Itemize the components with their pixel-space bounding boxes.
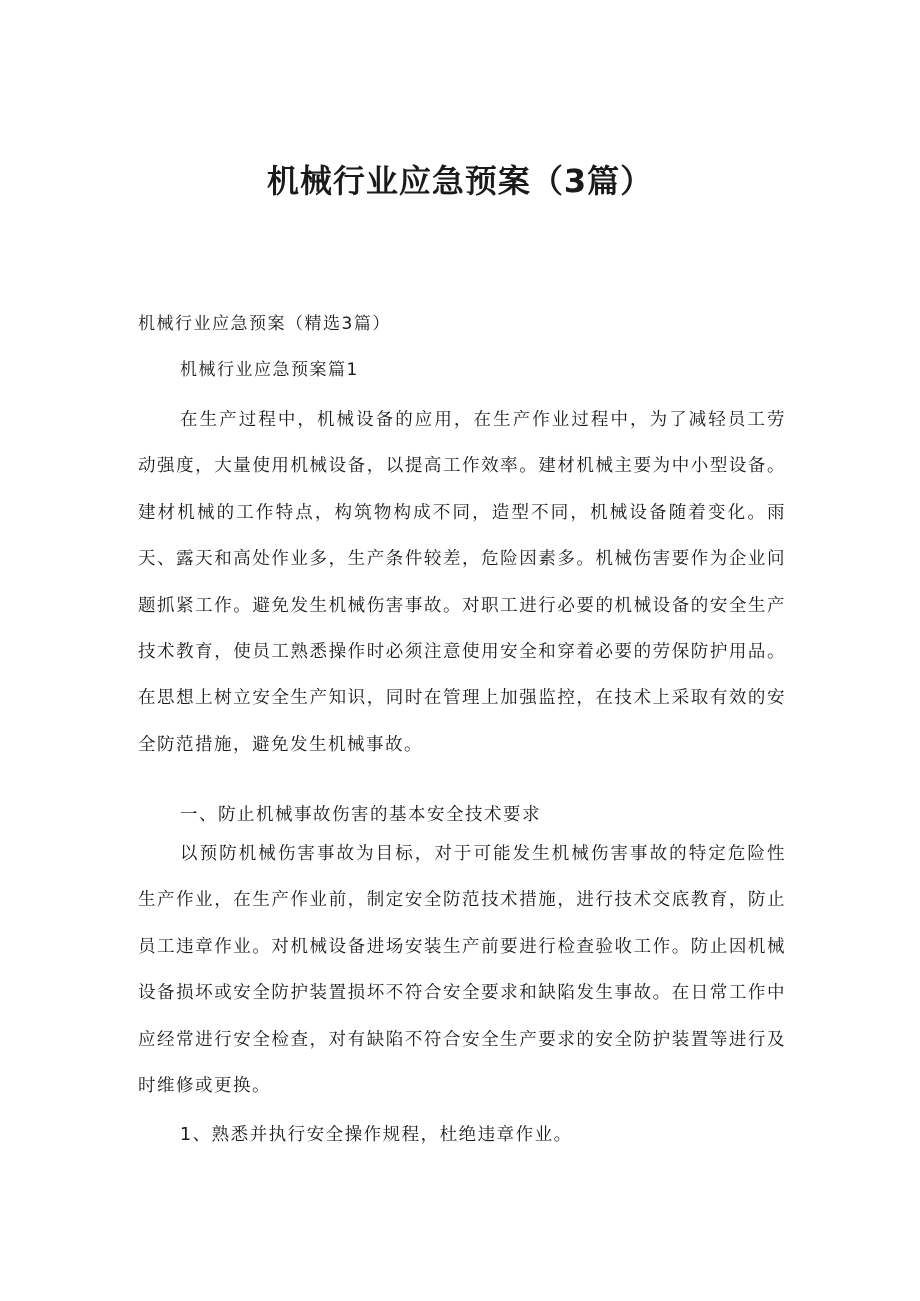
section-heading: 机械行业应急预案篇1 [180, 360, 359, 380]
paragraph-heading-safety-requirements: 一、防止机械事故伤害的基本安全技术要求 [180, 805, 541, 825]
paragraph-prevention: 以预防机械伤害事故为目标，对于可能发生机械伤害事故的特定危险性生产作业，在生产作业前，制定安全防范技术措施，进行技术交底教育，防止员工违章作业。对机械设备进场安装生产前要进行检查验收工作。防止因机械设备损坏或安全防护装置损坏不符合安全要求和缺陷发生事故。在日常工作中应经常进行安全检查，对有缺陷不符合安全生产要求的安全防护装置等进行及时维修或更换。 [138, 844, 786, 1097]
paragraph-intro: 在生产过程中，机械设备的应用，在生产作业过程中，为了减轻员工劳动强度，大量使用机械设备，以提高工作效率。建材机械主要为中小型设备。建材机械的工作特点，构筑物构成不同，造型不同，机械设备随着变化。雨天、露天和高处作业多，生产条件较差，危险因素多。机械伤害要作为企业问题抓紧工作。避免发生机械伤害事故。对职工进行必要的机械设备的安全生产技术教育，使员工熟悉操作时必须注意使用安全和穿着必要的劳保防护用品。在思想上树立安全生产知识，同时在管理上加强监控，在技术上采取有效的安全防范措施，避免发生机械事故。 [138, 410, 786, 755]
document-title: 机械行业应急预案（3篇） [266, 162, 654, 200]
document-subtitle: 机械行业应急预案（精选3篇） [138, 314, 391, 334]
paragraph-item-1: 1、熟悉并执行安全操作规程，杜绝违章作业。 [180, 1125, 573, 1145]
